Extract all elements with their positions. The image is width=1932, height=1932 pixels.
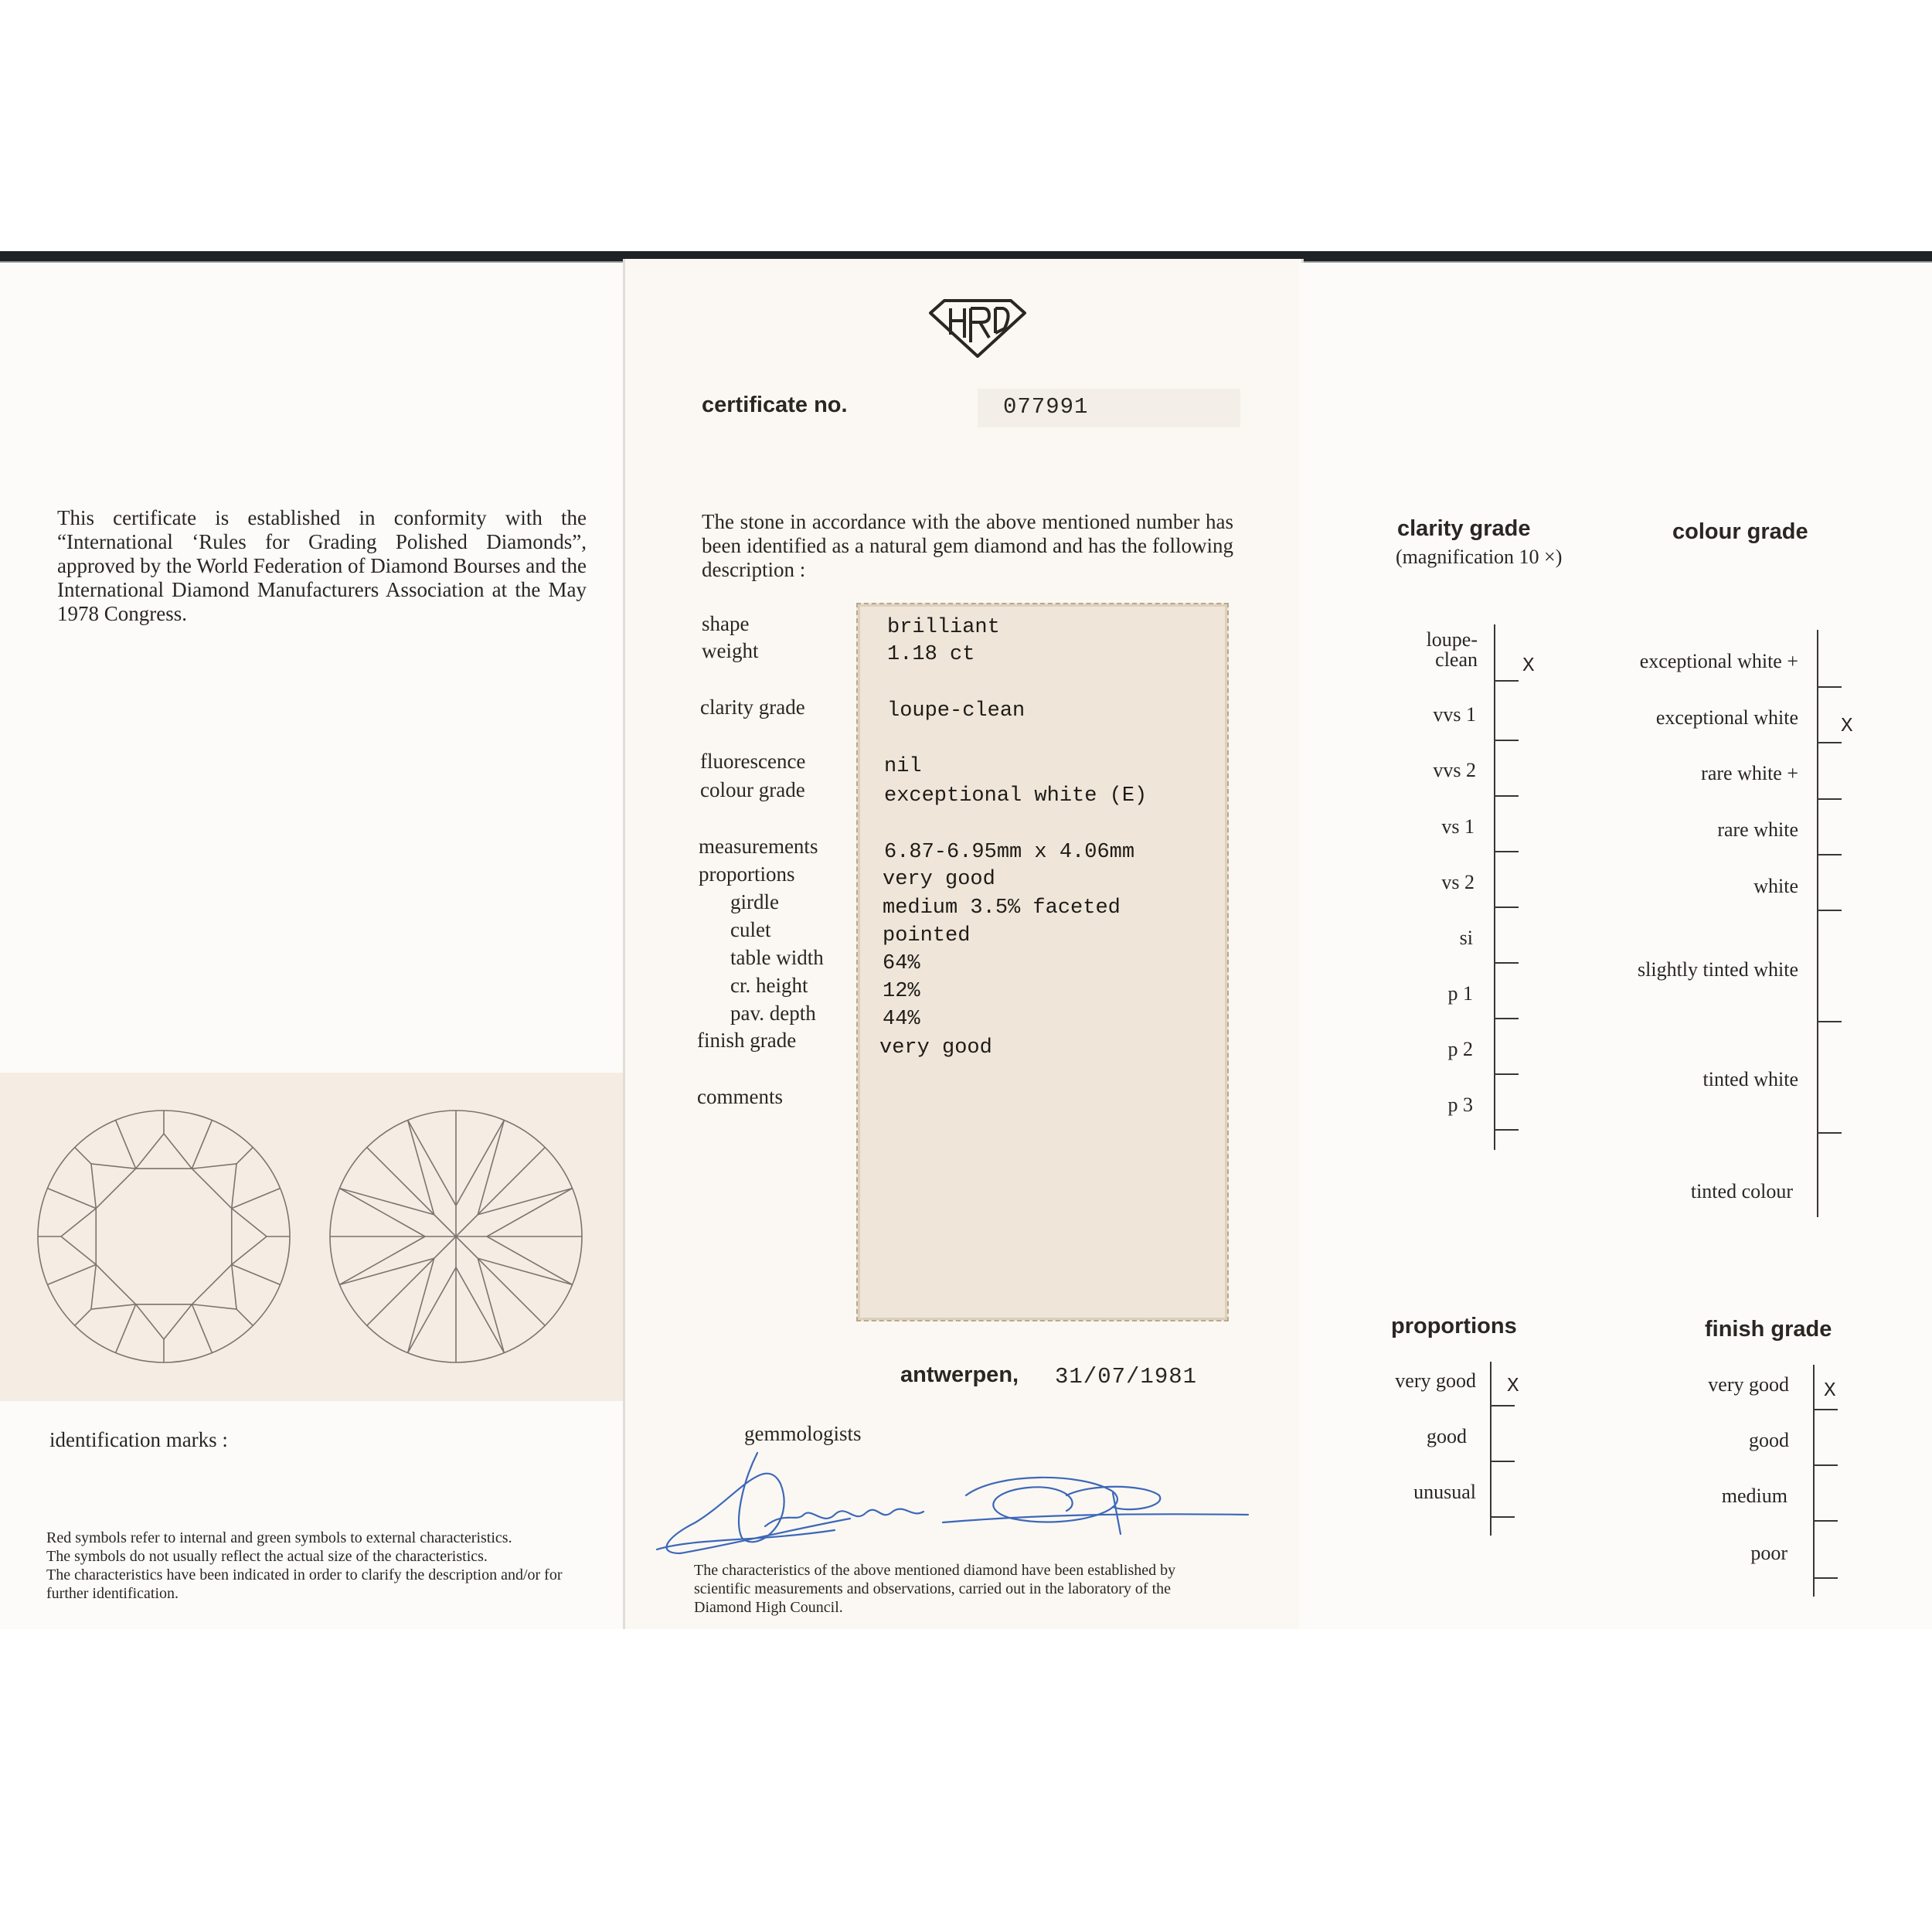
weight-value: 1.18 ct xyxy=(887,643,975,666)
shape-label: shape xyxy=(702,612,750,635)
shape-value: brilliant xyxy=(887,616,1000,639)
pavilion-view-diagram xyxy=(330,1111,582,1362)
proportions-good: good xyxy=(1427,1425,1467,1447)
clarity-tick xyxy=(1495,906,1519,908)
proportions-tick xyxy=(1492,1516,1515,1518)
colour-label: colour grade xyxy=(700,778,805,801)
clarity-vs2: vs 2 xyxy=(1441,871,1475,893)
proportions-tick xyxy=(1492,1461,1515,1462)
identification-statement: The stone in accordance with the above mentioned number has been identified as a natural gem diamond and has the following description : xyxy=(702,510,1233,581)
colour-white: white xyxy=(1753,875,1798,897)
girdle-value: medium 3.5% faceted xyxy=(883,896,1121,920)
comments-label: comments xyxy=(697,1085,783,1108)
clarity-tick xyxy=(1495,680,1519,682)
gemmologist-signatures xyxy=(649,1437,1252,1569)
gemmologists-label: gemmologists xyxy=(744,1422,862,1445)
finish-good: good xyxy=(1749,1429,1789,1451)
colour-tick xyxy=(1818,1132,1842,1134)
colour-selected-mark: X xyxy=(1841,714,1853,737)
clarity-scale-title: clarity grade xyxy=(1397,516,1531,541)
diamond-diagram-box xyxy=(0,1073,623,1401)
proportions-scale-title: proportions xyxy=(1391,1314,1517,1338)
finish-label: finish grade xyxy=(697,1029,797,1052)
colour-tick xyxy=(1818,742,1842,743)
clarity-vs1: vs 1 xyxy=(1441,815,1475,838)
finish-medium: medium xyxy=(1721,1485,1787,1507)
certificate-number: 077991 xyxy=(1003,394,1089,420)
culet-label: culet xyxy=(730,918,771,941)
colour-tick xyxy=(1818,686,1842,688)
clarity-label: clarity grade xyxy=(700,696,805,719)
symbol-footnote xyxy=(46,1529,580,1603)
clarity-tick xyxy=(1495,740,1519,741)
finish-scale-axis xyxy=(1813,1365,1815,1597)
proportions-value: very good xyxy=(883,868,995,891)
weight-label: weight xyxy=(702,639,759,662)
clarity-tick xyxy=(1495,1129,1519,1131)
clarity-scale-subtitle: (magnification 10 ×) xyxy=(1396,546,1563,568)
place-label: antwerpen, xyxy=(900,1362,1019,1387)
finish-selected-mark: X xyxy=(1824,1379,1836,1402)
culet-value: pointed xyxy=(883,924,971,947)
clarity-tick xyxy=(1495,962,1519,964)
finish-tick xyxy=(1815,1577,1838,1579)
finish-very-good: very good xyxy=(1708,1373,1789,1396)
colour-slightly-tinted-white: slightly tinted white xyxy=(1638,958,1798,981)
finish-scale-title: finish grade xyxy=(1705,1317,1832,1342)
colour-tick xyxy=(1818,910,1842,911)
finish-tick xyxy=(1815,1520,1838,1522)
colour-exceptional-white-plus: exceptional white + xyxy=(1639,650,1798,672)
colour-tick xyxy=(1818,798,1842,800)
measurements-label: measurements xyxy=(699,835,818,858)
clarity-vvs2: vvs 2 xyxy=(1433,759,1476,781)
proportions-unusual: unusual xyxy=(1413,1481,1476,1503)
clarity-p1: p 1 xyxy=(1447,982,1473,1005)
finish-tick xyxy=(1815,1409,1838,1410)
crown-view-diagram xyxy=(38,1111,290,1362)
pavilion-depth-value: 44% xyxy=(883,1008,920,1031)
clarity-vvs1: vvs 1 xyxy=(1433,703,1476,726)
footnote-line-1: Red symbols refer to internal and green symbols to external characteristics. xyxy=(46,1529,512,1546)
proportions-tick xyxy=(1492,1405,1515,1406)
clarity-tick xyxy=(1495,1018,1519,1019)
colour-rare-white-plus: rare white + xyxy=(1701,762,1798,784)
fluorescence-value: nil xyxy=(884,755,922,778)
colour-tinted-white: tinted white xyxy=(1702,1068,1798,1090)
colour-exceptional-white: exceptional white xyxy=(1655,706,1798,729)
conformity-statement: This certificate is established in conformity with the “International ‘Rules for Grading Polished Diamonds”, approved by the World Federation of Diamond Bourses and the International Diamond Manufacturers Association at the May 1978 Congress. xyxy=(57,506,587,625)
colour-scale-axis xyxy=(1817,630,1818,1217)
girdle-label: girdle xyxy=(730,890,779,913)
certificate-label: certificate no. xyxy=(702,393,848,417)
clarity-scale-axis xyxy=(1494,624,1495,1150)
issue-date: 31/07/1981 xyxy=(1055,1364,1198,1389)
proportions-scale-axis xyxy=(1490,1362,1492,1536)
pavilion-depth-label: pav. depth xyxy=(730,1002,816,1025)
crown-height-value: 12% xyxy=(883,980,920,1003)
proportions-label: proportions xyxy=(699,862,795,886)
table-width-label: table width xyxy=(730,946,824,969)
colour-tick xyxy=(1818,1021,1842,1022)
measurements-value: 6.87-6.95mm x 4.06mm xyxy=(884,841,1135,864)
colour-tick xyxy=(1818,854,1842,855)
footnote-line-3: The characteristics have been indicated in order to clarify the description and/or for further identification. xyxy=(46,1566,563,1602)
clarity-tick xyxy=(1495,851,1519,852)
laboratory-statement: The characteristics of the above mentioned diamond have been established by scientific measurements and observations, carried out in the laboratory of the Diamond High Council. xyxy=(694,1562,1176,1616)
fluorescence-label: fluorescence xyxy=(700,750,806,773)
colour-rare-white: rare white xyxy=(1717,818,1798,841)
brilliant-cut-diagrams xyxy=(0,1073,623,1401)
colour-scale-title: colour grade xyxy=(1672,519,1808,544)
clarity-value: loupe-clean xyxy=(887,699,1026,723)
colour-tinted-colour: tinted colour xyxy=(1690,1180,1793,1202)
finish-poor: poor xyxy=(1750,1542,1787,1564)
proportions-selected-mark: X xyxy=(1507,1374,1519,1397)
clarity-loupe-clean: loupe-clean xyxy=(1426,628,1478,671)
clarity-p2: p 2 xyxy=(1447,1038,1473,1060)
footnote-line-2: The symbols do not usually reflect the actual size of the characteristics. xyxy=(46,1548,488,1565)
proportions-very-good: very good xyxy=(1395,1369,1476,1392)
clarity-si: si xyxy=(1459,927,1473,949)
table-width-value: 64% xyxy=(883,952,920,975)
clarity-selected-mark: X xyxy=(1522,654,1535,677)
clarity-tick xyxy=(1495,795,1519,797)
crown-height-label: cr. height xyxy=(730,974,808,997)
clarity-tick xyxy=(1495,1073,1519,1075)
clarity-p3: p 3 xyxy=(1447,1094,1473,1116)
colour-value: exceptional white (E) xyxy=(884,784,1148,808)
identification-marks-label: identification marks : xyxy=(49,1428,228,1451)
finish-tick xyxy=(1815,1464,1838,1466)
left-panel xyxy=(0,263,623,1629)
finish-value: very good xyxy=(879,1036,992,1060)
hrd-logo xyxy=(927,298,1028,358)
